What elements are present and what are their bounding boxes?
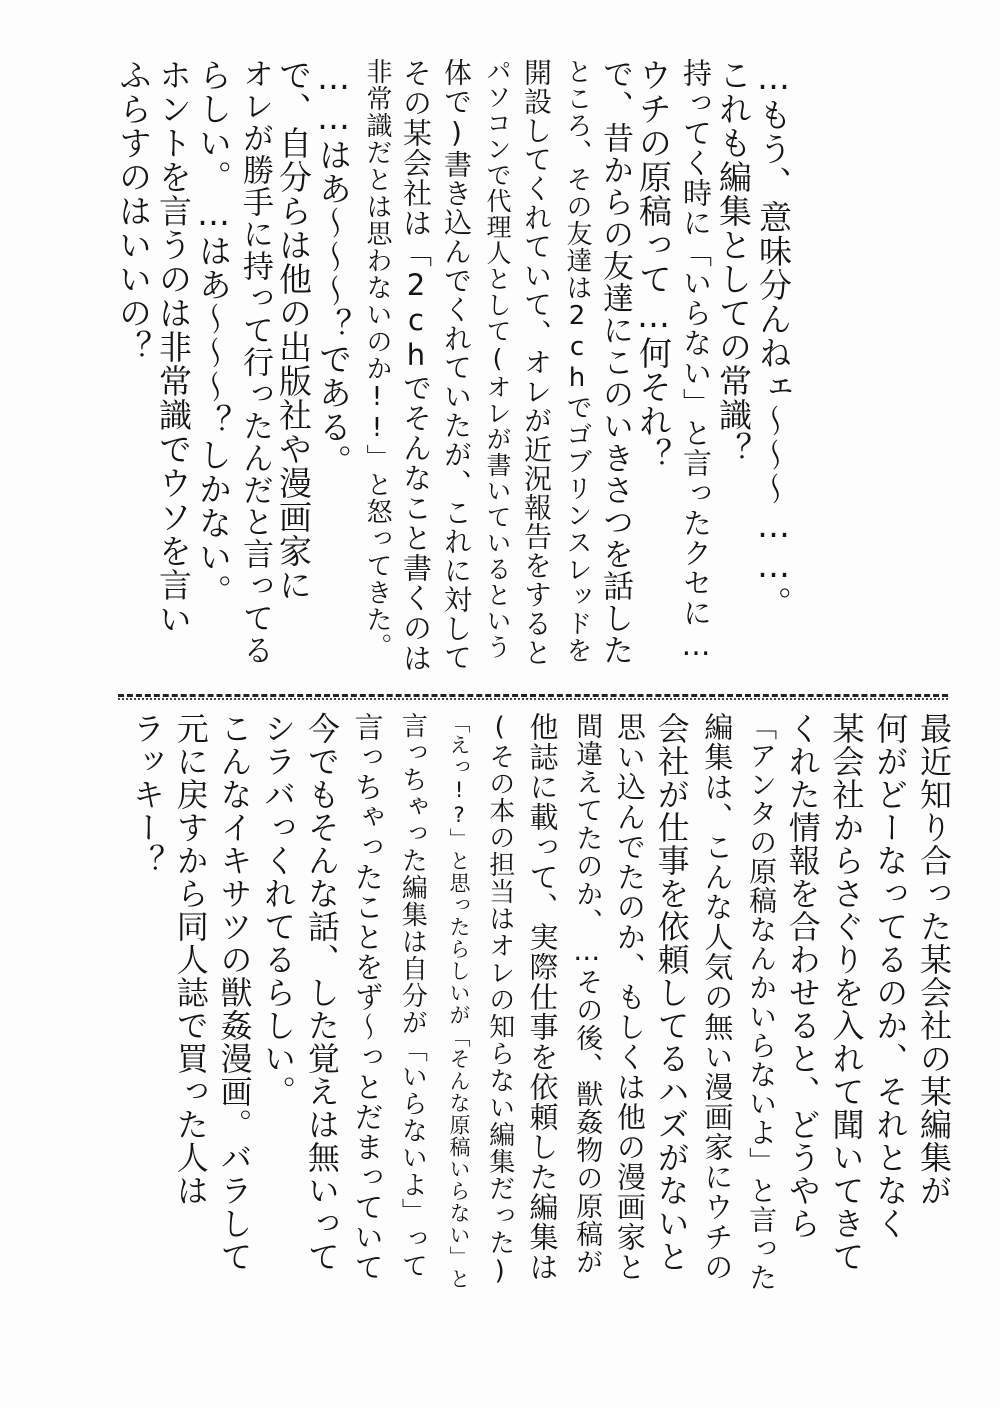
text-column: 間違えてたのか、…その後、獣姦物の原稿が xyxy=(571,712,603,1276)
text-column: で、昔からの友達にこのいきさつを話した xyxy=(597,58,633,666)
text-column: ホントを言うのは非常識でウソを言い xyxy=(154,58,193,636)
text-column: 「アンタの原稿なんかいらないよ」と言った xyxy=(745,712,779,1292)
text-column: 持ってく時に「いらない」と言ったクセに… xyxy=(679,58,713,663)
text-column: これも編集としての常識？ xyxy=(714,58,753,466)
text-column: ふらすのはいいの？ xyxy=(114,58,153,364)
text-column: 体で)書き込んでくれていたが、これに対して xyxy=(440,58,473,672)
text-column: こんなイキサツの獣姦漫画。バラして xyxy=(215,712,254,1273)
text-column: ところ、その友達は2chでゴブリンスレッドを xyxy=(562,58,592,664)
text-column: パソコンで代理人として(オレが書いているという xyxy=(483,58,512,660)
text-column: 某会社からさぐりを入れて聞いてきて xyxy=(827,712,866,1273)
text-column: ウチの原稿って…何それ？ xyxy=(634,58,673,472)
text-column: らしい。…はあ〜〜〜？しかない。 xyxy=(194,58,233,608)
text-column: 言っちゃった編集は自分が「いらないよ」って xyxy=(397,712,428,1279)
text-column: オレが勝手に持って行ったんだと言ってる xyxy=(237,58,273,666)
section-divider xyxy=(118,694,948,697)
text-column: 元に戻すから同人誌で買った人は xyxy=(171,712,210,1207)
text-column: 思い込んでたのか、もしくは他の漫画家と xyxy=(612,712,647,1282)
text-column: ラッキー？ xyxy=(128,712,166,877)
upper-text-block xyxy=(110,58,793,678)
text-column: 「えっ!?」と思ったらしいが「そんな原稿いらない」と xyxy=(447,712,472,1290)
text-column: 何がどーなってるのか、それとなく xyxy=(871,712,910,1240)
text-column: 開設してくれていて、オレが近況報告をすると xyxy=(520,58,553,667)
section-divider-dots xyxy=(118,698,948,700)
text-column: くれた情報を合わせると、どうやら xyxy=(783,712,822,1240)
text-column: 言っちゃったことをず〜っとだまっていて xyxy=(350,712,385,1282)
text-column: 非常識だとは思わないのか!!」と怒ってきた。 xyxy=(362,58,392,660)
text-column: その某会社は「2chでそんなこと書くのは xyxy=(399,58,433,673)
text-column: 会社が仕事を依頼してるハズがないと xyxy=(652,712,691,1273)
text-column: で、自分らは他の出版社や漫画家に xyxy=(274,58,313,602)
text-column: ……はあ〜〜〜？である。 xyxy=(314,58,353,478)
text-column: (その本の担当はオレの知らない編集だった) xyxy=(484,712,515,1287)
text-column: 最近知り合った某会社の某編集が xyxy=(914,712,953,1207)
text-column: …もう、意味分んねェ〜〜〜……。 xyxy=(754,58,793,620)
text-column: シラバっくれてるらしい。 xyxy=(259,712,298,1108)
lower-text-block xyxy=(120,712,953,1292)
text-column: 編集は、こんな人気の無い漫画家にウチの xyxy=(700,712,735,1282)
text-column: 他誌に載って、実際仕事を依頼した編集は xyxy=(525,712,560,1282)
text-column: 今でもそんな話、した覚えは無いって xyxy=(302,712,341,1273)
